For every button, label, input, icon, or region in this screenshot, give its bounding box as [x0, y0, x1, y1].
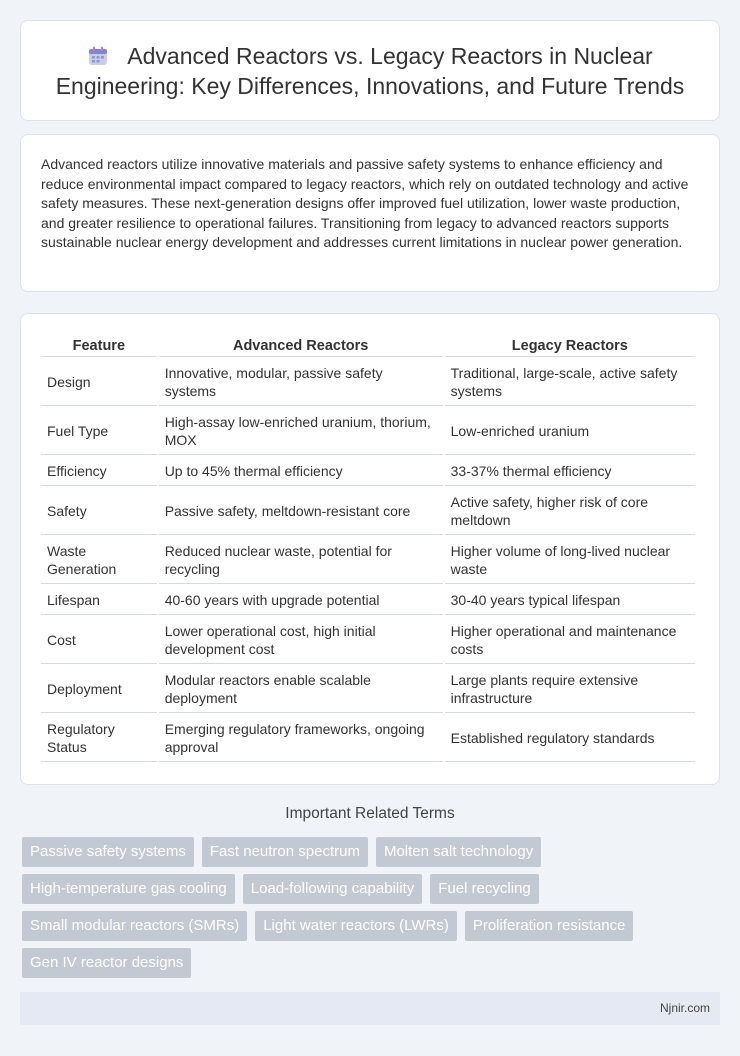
cell-advanced: Passive safety, meltdown-resistant core — [159, 486, 443, 535]
table-row — [41, 406, 695, 455]
footer-site-link[interactable]: Njnir.com — [659, 1001, 710, 1015]
cell-feature: Efficiency — [41, 455, 157, 486]
table-row — [41, 486, 695, 535]
comparison-table — [39, 334, 697, 762]
cell-advanced: Emerging regulatory frameworks, ongoing approval — [159, 713, 443, 762]
intro-card — [20, 134, 720, 292]
cell-advanced: Up to 45% thermal efficiency — [159, 455, 443, 486]
cell-feature: Lifespan — [41, 584, 157, 615]
cell-feature: Cost — [41, 615, 157, 664]
page-title-text: Advanced Reactors vs. Legacy Reactors in Nuclear Engineering: Key Differences, Innovations, and Future Trends — [55, 42, 685, 99]
cell-advanced: 40-60 years with upgrade potential — [159, 584, 443, 615]
related-terms-list — [22, 837, 722, 978]
related-term-tag[interactable]: Passive safety systems — [22, 837, 194, 867]
cell-advanced: Reduced nuclear waste, potential for recycling — [159, 535, 443, 584]
related-term-tag[interactable]: Small modular reactors (SMRs) — [22, 911, 247, 941]
related-term-tag[interactable]: Load-following capability — [243, 874, 422, 904]
cell-legacy: Established regulatory standards — [445, 713, 695, 762]
table-row — [41, 584, 695, 615]
related-term-tag[interactable]: Gen IV reactor designs — [22, 948, 191, 978]
cell-legacy: Active safety, higher risk of core meltdown — [445, 486, 695, 535]
cell-legacy: Higher operational and maintenance costs — [445, 615, 695, 664]
comparison-table-card — [20, 313, 720, 785]
cell-legacy: Higher volume of long-lived nuclear waste — [445, 535, 695, 584]
related-term-tag[interactable]: High-temperature gas cooling — [22, 874, 235, 904]
cell-advanced: High-assay low-enriched uranium, thorium, MOX — [159, 406, 443, 455]
footer — [20, 992, 720, 1025]
table-row — [41, 535, 695, 584]
cell-feature: Safety — [41, 486, 157, 535]
title-card — [20, 20, 720, 121]
cell-feature: Deployment — [41, 664, 157, 713]
cell-legacy: Large plants require extensive infrastructure — [445, 664, 695, 713]
related-term-tag[interactable]: Fast neutron spectrum — [202, 837, 368, 867]
table-row — [41, 713, 695, 762]
intro-paragraph: Advanced reactors utilize innovative materials and passive safety systems to enhance efficiency and reduce environmental impact compared to legacy reactors, which rely on outdated technology and active safety measures. These next-generation designs offer improved fuel utilization, lower waste production, and greater resilience to operational failures. Transitioning from legacy to advanced reactors supports sustainable nuclear energy development and addresses current limitations in nuclear power generation. — [41, 156, 689, 250]
related-term-tag[interactable]: Light water reactors (LWRs) — [255, 911, 457, 941]
related-terms-title: Important Related Terms — [285, 805, 455, 822]
cell-advanced: Lower operational cost, high initial development cost — [159, 615, 443, 664]
table-row — [41, 664, 695, 713]
related-term-tag[interactable]: Molten salt technology — [376, 837, 541, 867]
cell-legacy: Traditional, large-scale, active safety systems — [445, 357, 695, 406]
cell-advanced: Modular reactors enable scalable deployment — [159, 664, 443, 713]
cell-feature: Regulatory Status — [41, 713, 157, 762]
cell-feature: Waste Generation — [41, 535, 157, 584]
cell-legacy: 30-40 years typical lifespan — [445, 584, 695, 615]
column-header-legacy: Legacy Reactors — [445, 334, 695, 357]
table-row — [41, 455, 695, 486]
cell-legacy: 33-37% thermal efficiency — [445, 455, 695, 486]
page-title — [41, 41, 699, 101]
related-term-tag[interactable]: Proliferation resistance — [465, 911, 634, 941]
calendar-icon — [87, 45, 109, 67]
column-header-feature: Feature — [41, 334, 157, 357]
cell-feature: Design — [41, 357, 157, 406]
cell-legacy: Low-enriched uranium — [445, 406, 695, 455]
table-row — [41, 615, 695, 664]
column-header-advanced: Advanced Reactors — [159, 334, 443, 357]
related-term-tag[interactable]: Fuel recycling — [430, 874, 539, 904]
table-header-row — [41, 334, 695, 357]
table-row — [41, 357, 695, 406]
cell-feature: Fuel Type — [41, 406, 157, 455]
cell-advanced: Innovative, modular, passive safety systems — [159, 357, 443, 406]
